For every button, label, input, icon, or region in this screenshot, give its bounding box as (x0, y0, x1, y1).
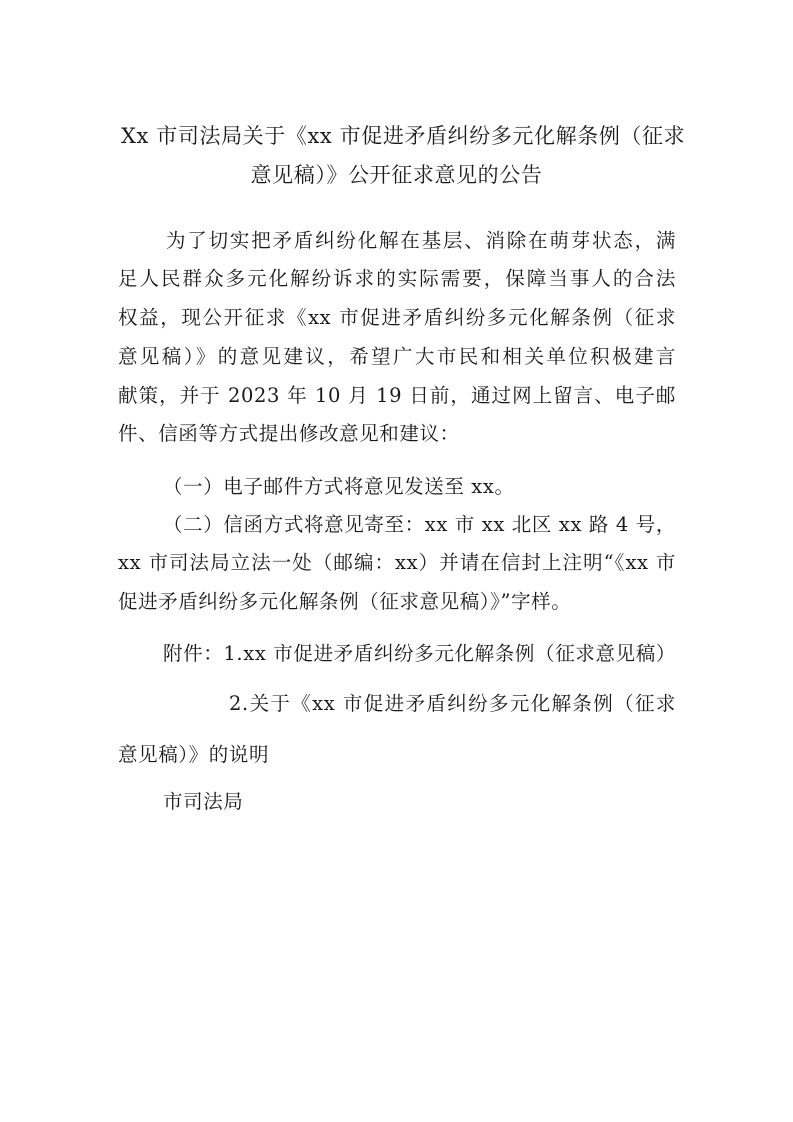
attachment-line-2: 2.关于《xx 市促进矛盾纠纷多元化解条例（征求 (229, 692, 676, 715)
body-line: 件、信函等方式提出修改意见和建议： (118, 422, 460, 445)
attachment-line-1: 附件：1.xx 市促进矛盾纠纷多元化解条例（征求意见稿） (163, 642, 676, 665)
body-line: 献策，并于 2023 年 10 月 19 日前，通过网上留言、电子邮 (118, 384, 676, 407)
body-line: 权益，现公开征求《xx 市促进矛盾纠纷多元化解条例（征求 (118, 306, 676, 329)
body-line: 为了切实把矛盾纠纷化解在基层、消除在萌芽状态，满 (166, 229, 676, 252)
body-line: 足人民群众多元化解纷诉求的实际需要，保障当事人的合法 (118, 267, 676, 290)
signature: 市司法局 (163, 790, 244, 813)
list-item-line: （二）信函方式将意见寄至：xx 市 xx 北区 xx 路 4 号， (163, 513, 676, 536)
title-line-1: Xx 市司法局关于《xx 市促进矛盾纠纷多元化解条例（征求 (121, 124, 686, 148)
title-line-2: 意见稿）》公开征求意见的公告 (250, 163, 543, 187)
list-item-email: （一）电子邮件方式将意见发送至 xx。 (163, 475, 515, 498)
attachment-line-3: 意见稿）》的说明 (118, 743, 270, 766)
list-item-line: 促进矛盾纠纷多元化解条例（征求意见稿）》”字样。 (118, 590, 572, 613)
body-line: 意见稿）》的意见建议，希望广大市民和相关单位积极建言 (118, 345, 676, 368)
list-item-line: xx 市司法局立法一处（邮编：xx）并请在信封上注明“《xx 市 (118, 551, 676, 574)
